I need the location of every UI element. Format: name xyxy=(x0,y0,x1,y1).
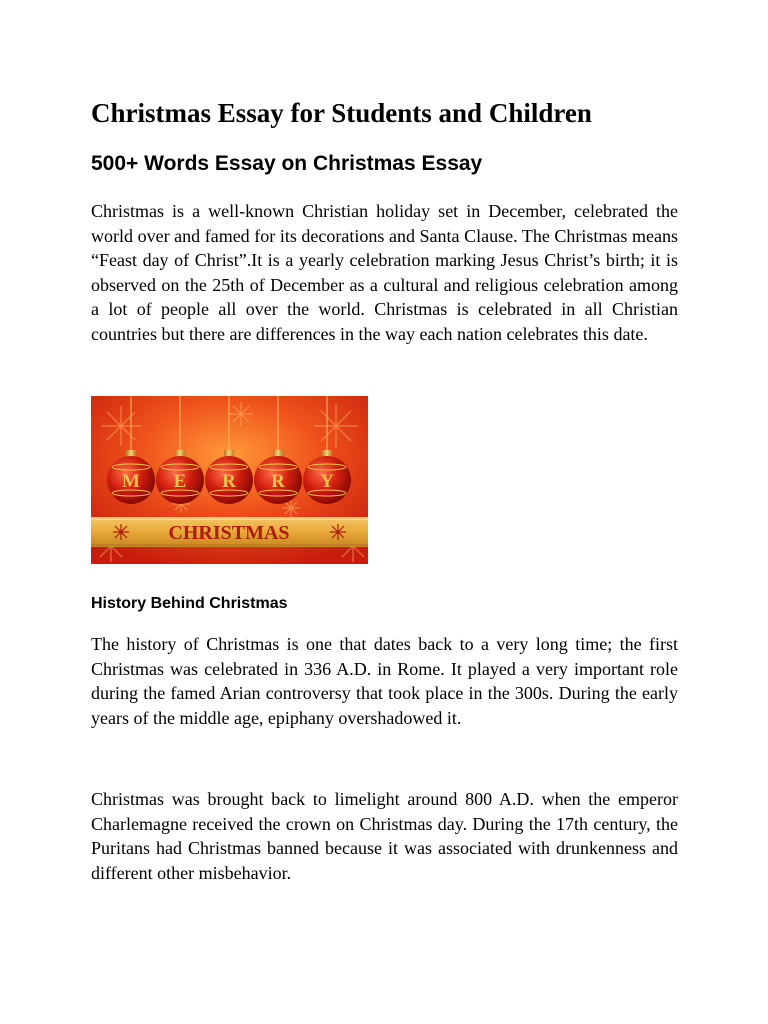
section-heading: History Behind Christmas xyxy=(91,595,288,612)
history-paragraph-1: The history of Christmas is one that dates back to a very long time; the first Christmas was celebrated in 336 A.D. in Rome. It played a very important role during the famed Arian controversy that took place in the 300s. During the early years of the middle age, epiphany overshadowed it. xyxy=(91,634,678,728)
page-subtitle: 500+ Words Essay on Christmas Essay xyxy=(91,152,483,175)
snowflake-icon xyxy=(113,524,129,540)
snowflake-icon xyxy=(330,524,346,540)
ornament-letter: R xyxy=(222,471,236,492)
page-title: Christmas Essay for Students and Children xyxy=(91,98,592,128)
merry-christmas-image xyxy=(91,396,368,564)
ornament-letter: M xyxy=(122,471,140,492)
ornament-letter: Y xyxy=(320,471,334,492)
ornament-letter: R xyxy=(271,471,285,492)
christmas-ribbon xyxy=(91,517,368,547)
ornament-letter: E xyxy=(173,471,187,492)
ribbon-text: CHRISTMAS xyxy=(168,522,290,544)
history-paragraph-2: Christmas was brought back to limelight around 800 A.D. when the emperor Charlemagne received the crown on Christmas day. During the 17th century, the Puritans had Christmas banned because it was associated with drunkenness and different other misbehavior. xyxy=(91,789,678,883)
intro-paragraph: Christmas is a well-known Christian holiday set in December, celebrated the world over and famed for its decorations and Santa Clause. The Christmas means “Feast day of Christ”.It is a yearly celebration marking Jesus Christ’s birth; it is observed on the 25th of December as a cultural and religious celebration among a lot of people all over the world. Christmas is celebrated in all Christian countries but there are differences in the way each nation celebrates this date. xyxy=(91,201,678,344)
